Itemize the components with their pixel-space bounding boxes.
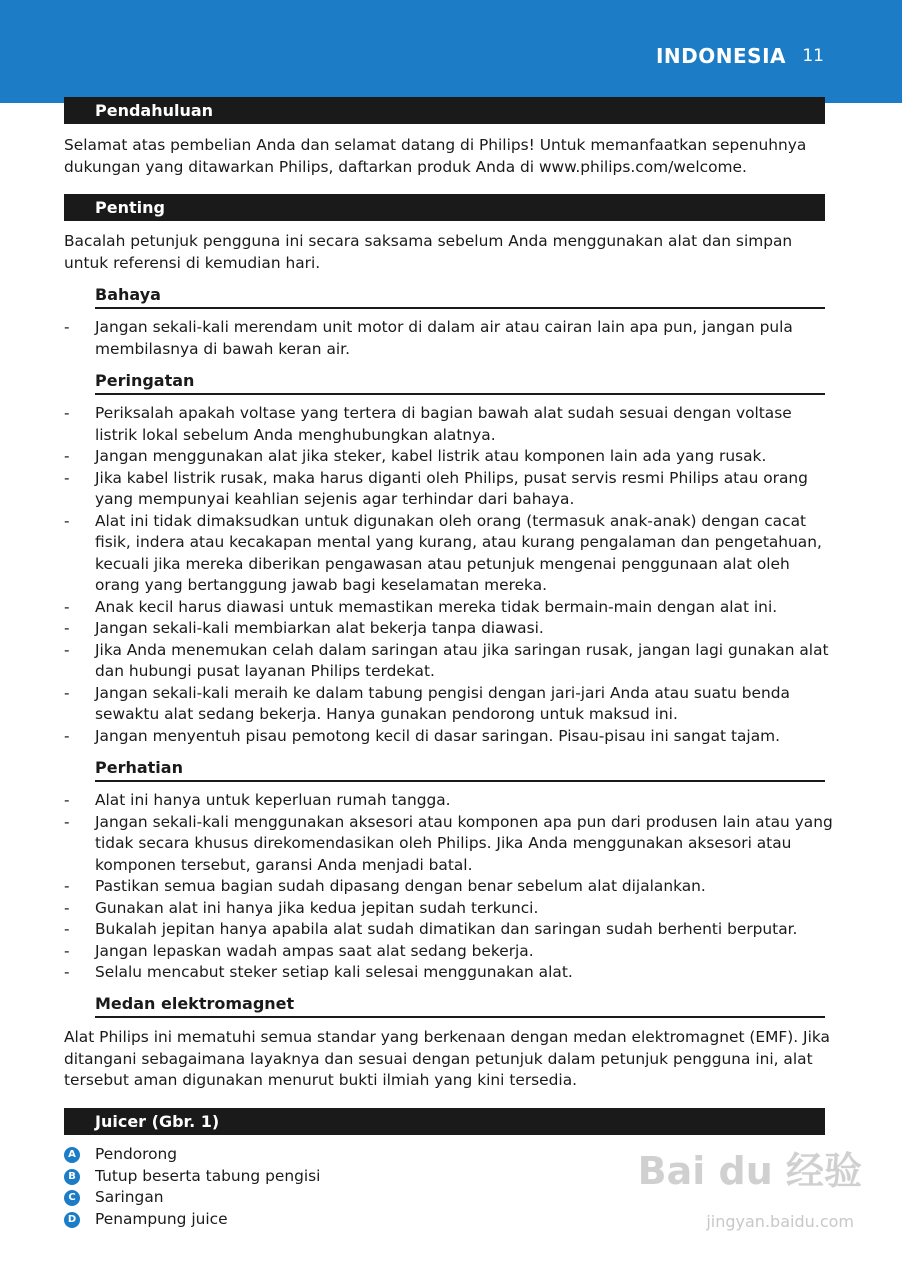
part-letter-badge: D bbox=[64, 1212, 80, 1228]
list-item bbox=[64, 597, 834, 619]
page-number: 11 bbox=[802, 46, 824, 66]
bullet-dash: - bbox=[64, 511, 70, 530]
subsection-title-emf: Medan elektromagnet bbox=[95, 993, 825, 1018]
juicer-parts-list bbox=[64, 1144, 320, 1230]
bullet-dash: - bbox=[64, 597, 70, 616]
bullet-dash: - bbox=[64, 812, 70, 831]
list-item bbox=[64, 941, 834, 963]
list-item-text: Jangan sekali-kali menggunakan aksesori atau komponen apa pun dari produsen lain atau yang tidak secara khusus direkomendasikan oleh Philips. Jika Anda menggunakan aksesori atau komponen tersebut, garansi Anda menjadi batal. bbox=[95, 812, 833, 874]
list-item-text: Periksalah apakah voltase yang tertera di bagian bawah alat sudah sesuai dengan voltase listrik lokal sebelum Anda menghubungkan alatnya. bbox=[95, 404, 792, 444]
bullet-dash: - bbox=[64, 941, 70, 960]
part-letter-badge: C bbox=[64, 1190, 80, 1206]
part-label: Penampung juice bbox=[95, 1209, 228, 1228]
important-paragraph: Bacalah petunjuk pengguna ini secara saksama sebelum Anda menggunakan alat dan simpan untuk referensi di kemudian hari. bbox=[64, 232, 793, 272]
list-item bbox=[64, 618, 834, 640]
list-item bbox=[64, 317, 834, 360]
list-item bbox=[64, 683, 834, 726]
bullet-dash: - bbox=[64, 447, 70, 465]
part-item bbox=[64, 1144, 320, 1166]
bullet-dash: - bbox=[64, 640, 70, 659]
bullet-dash: - bbox=[64, 683, 70, 702]
list-item bbox=[64, 919, 834, 941]
subsection-title-danger: Bahaya bbox=[95, 284, 825, 309]
list-item-text: Jika Anda menemukan celah dalam saringan atau jika saringan rusak, jangan lagi gunakan alat dan hubungi pusat layanan Philips terdekat. bbox=[95, 640, 829, 680]
list-item-text: Anak kecil harus diawasi untuk memastikan mereka tidak bermain-main dengan alat ini. bbox=[95, 597, 778, 616]
list-item bbox=[64, 511, 834, 597]
list-item-text: Bukalah jepitan hanya apabila alat sudah dimatikan dan saringan sudah berhenti berputar. bbox=[95, 920, 798, 938]
section-title-intro: Pendahuluan bbox=[64, 97, 825, 124]
bullet-dash: - bbox=[64, 963, 70, 981]
list-item bbox=[64, 962, 834, 984]
intro-paragraph: Selamat atas pembelian Anda dan selamat datang di Philips! Untuk memanfaatkan sepenuhnya dukungan yang ditawarkan Philips, daftarkan produk Anda di www.philips.com/welcome. bbox=[64, 136, 807, 176]
list-item-text: Jangan lepaskan wadah ampas saat alat sedang bekerja. bbox=[95, 941, 534, 960]
list-item bbox=[64, 726, 834, 748]
list-item bbox=[64, 446, 834, 468]
list-item bbox=[64, 812, 834, 877]
list-item-text: Gunakan alat ini hanya jika kedua jepitan sudah terkunci. bbox=[95, 898, 539, 917]
part-item bbox=[64, 1209, 320, 1231]
section-title-important: Penting bbox=[64, 194, 825, 221]
part-item bbox=[64, 1166, 320, 1188]
list-item-text: Alat ini tidak dimaksudkan untuk digunakan oleh orang (termasuk anak-anak) dengan cacat fisik, indera atau kecakapan mental yang kurang, atau kurang pengalaman dan pengetahuan, kecuali jika mereka diberikan pengawasan atau petunjuk mengenai penggunaan alat oleh orang yang bertanggung jawab bagi keselamatan mereka. bbox=[95, 511, 822, 594]
bullet-dash: - bbox=[64, 920, 70, 938]
list-item-text: Jangan sekali-kali meraih ke dalam tabung pengisi dengan jari-jari Anda atau suatu benda sewaktu alat sedang bekerja. Hanya gunakan pendorong untuk maksud ini. bbox=[95, 683, 790, 723]
list-item-text: Jangan menyentuh pisau pemotong kecil di dasar saringan. Pisau-pisau ini sangat tajam. bbox=[95, 726, 781, 745]
list-item bbox=[64, 468, 834, 511]
list-item-text: Selalu mencabut steker setiap kali selesai menggunakan alat. bbox=[95, 963, 573, 981]
header-bar bbox=[0, 0, 902, 103]
danger-list bbox=[64, 317, 834, 360]
list-item-text: Jangan sekali-kali membiarkan alat bekerja tanpa diawasi. bbox=[95, 619, 544, 637]
bullet-dash: - bbox=[64, 619, 70, 637]
list-item bbox=[64, 403, 834, 446]
list-item bbox=[64, 790, 834, 812]
list-item bbox=[64, 876, 834, 898]
subsection-title-warning: Peringatan bbox=[95, 370, 825, 395]
bullet-dash: - bbox=[64, 791, 70, 809]
watermark-logo: Bai du 经验 bbox=[637, 1149, 862, 1193]
warning-list bbox=[64, 403, 834, 747]
bullet-dash: - bbox=[64, 468, 70, 487]
part-label: Pendorong bbox=[95, 1145, 178, 1163]
bullet-dash: - bbox=[64, 877, 70, 895]
emf-paragraph: Alat Philips ini mematuhi semua standar yang berkenaan dengan medan elektromagnet (EMF). Jika ditangani sebagaimana layaknya dan sesuai dengan petunjuk dalam petunjuk pengguna ini, alat tersebut aman digunakan menurut bukti ilmiah yang kini tersedia. bbox=[64, 1028, 830, 1089]
bullet-dash: - bbox=[64, 404, 70, 422]
list-item bbox=[64, 640, 834, 683]
list-item-text: Alat ini hanya untuk keperluan rumah tangga. bbox=[95, 791, 451, 809]
list-item-text: Jika kabel listrik rusak, maka harus diganti oleh Philips, pusat servis resmi Philips atau orang yang mempunyai keahlian sejenis agar terhindar dari bahaya. bbox=[95, 468, 808, 508]
bullet-dash: - bbox=[64, 898, 70, 917]
language-label: INDONESIA bbox=[655, 44, 786, 68]
list-item-text: Pastikan semua bagian sudah dipasang dengan benar sebelum alat dijalankan. bbox=[95, 877, 706, 895]
part-letter-badge: B bbox=[64, 1169, 80, 1185]
list-item bbox=[64, 898, 834, 920]
part-label: Saringan bbox=[95, 1188, 164, 1206]
section-title-juicer: Juicer (Gbr. 1) bbox=[64, 1108, 825, 1135]
bullet-dash: - bbox=[64, 318, 70, 336]
watermark-url: jingyan.baidu.com bbox=[706, 1212, 854, 1231]
part-item bbox=[64, 1187, 320, 1209]
bullet-dash: - bbox=[64, 726, 70, 745]
part-letter-badge: A bbox=[64, 1147, 80, 1163]
list-item-text: Jangan sekali-kali merendam unit motor di dalam air atau cairan lain apa pun, jangan pula membilasnya di bawah keran air. bbox=[95, 318, 793, 358]
list-item-text: Jangan menggunakan alat jika steker, kabel listrik atau komponen lain ada yang rusak. bbox=[95, 447, 767, 465]
part-label: Tutup beserta tabung pengisi bbox=[95, 1166, 321, 1185]
subsection-title-caution: Perhatian bbox=[95, 757, 825, 782]
caution-list bbox=[64, 790, 834, 984]
